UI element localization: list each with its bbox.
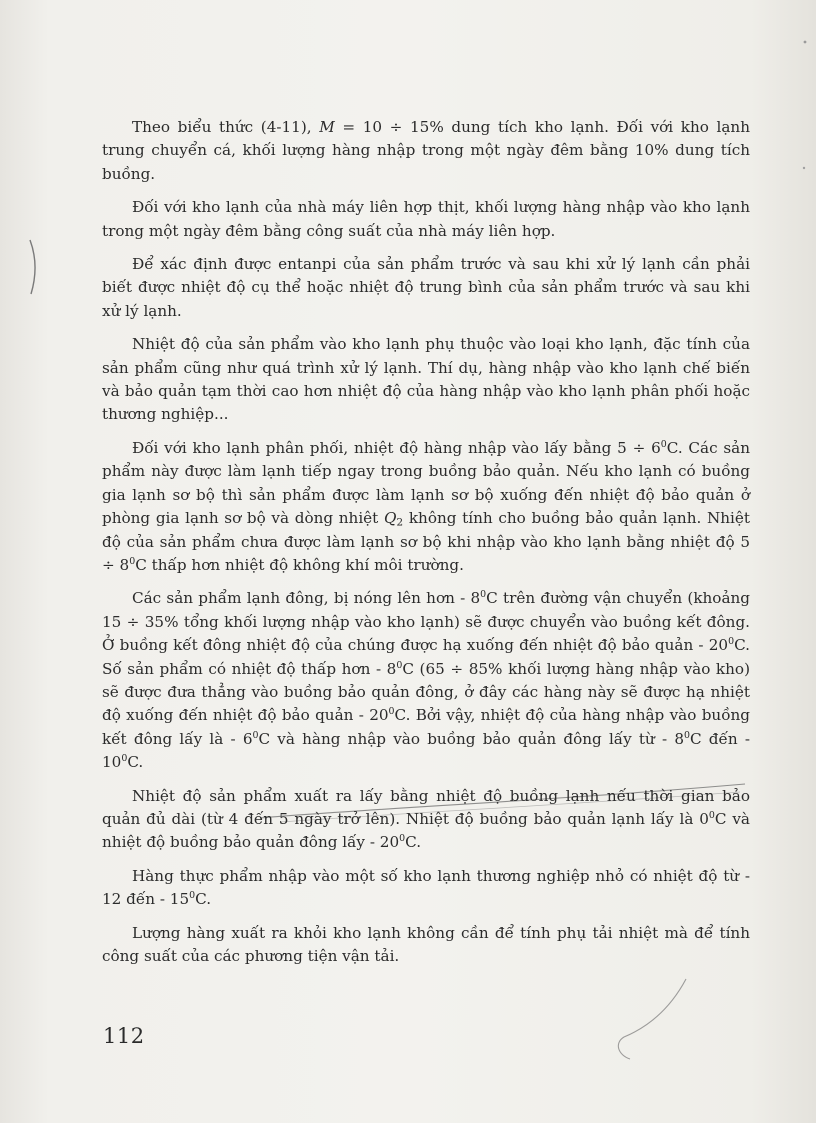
page-number: 112 <box>103 1024 145 1048</box>
text-run: Hàng thực phẩm nhập vào một số kho lạnh thương nghiệp nhỏ có nhiệt độ từ - 12 đến - 15 <box>102 866 750 909</box>
text-run: M <box>319 118 335 136</box>
text-run: C trên đường vận chuyển (khoảng 15 ÷ 35% tổng khối lượng nhập vào kho lạnh) sẽ được chuyển vào buồng kết đông. Ở buồng kết đông nhiệt độ của chúng được hạ xuống đến nhiệt độ bảo quản - 20 <box>102 589 750 655</box>
text-run: Lượng hàng xuất ra khỏi kho lạnh không cần để tính phụ tải nhiệt mà để tính công suất của các phương tiện vận tải. <box>102 923 750 965</box>
paragraph-2 <box>102 196 750 243</box>
text-run: Đối với kho lạnh phân phối, nhiệt độ hàng nhập vào lấy bằng 5 ÷ 6 <box>132 438 661 457</box>
text-run: C (65 ÷ 85% khối lượng hàng nhập vào kho) sẽ được đưa thẳng vào buồng bảo quản đông, ở đây các hàng này sẽ được hạ nhiệt độ xuống đến nhiệt độ bảo quản - 20 <box>102 659 750 725</box>
paragraph-1 <box>102 116 750 186</box>
text-run: C. Bởi vậy, nhiệt độ của hàng nhập vào buồng kết đông lấy là - 6 <box>102 706 750 748</box>
text-run: Đối với kho lạnh của nhà máy liên hợp thịt, khối lượng hàng nhập vào kho lạnh trong một ngày đêm bằng công suất của nhà máy liên hợp. <box>102 198 750 240</box>
text-run: 0 <box>129 555 136 567</box>
text-run: 0 <box>399 833 406 845</box>
text-run: C và nhiệt độ buồng bảo quản đông lấy - 20 <box>102 809 750 852</box>
text-run: 0 <box>396 659 403 671</box>
text-run: 0 <box>683 729 690 741</box>
paragraph-8 <box>102 865 750 912</box>
paragraph-5 <box>102 437 750 577</box>
text-run: C đến - 10 <box>102 729 750 772</box>
paragraph-4 <box>102 333 750 427</box>
paragraph-7 <box>102 785 750 855</box>
text-run: 0 <box>388 706 395 718</box>
text-run: C và hàng nhập vào buồng bảo quản đông lấy từ - 8 <box>258 729 684 748</box>
paragraph-6 <box>102 587 750 774</box>
text-run: C thấp hơn nhiệt độ không khí môi trường. <box>135 555 464 574</box>
pen-stroke-mark <box>590 975 700 1065</box>
text-run: 0 <box>480 589 487 601</box>
paragraph-3 <box>102 253 750 323</box>
text-run: Các sản phẩm lạnh đông, bị nóng lên hơn - 8 <box>132 589 481 608</box>
text-run: Nhiệt độ của sản phẩm vào kho lạnh phụ thuộc vào loại kho lạnh, đặc tính của sản phẩm cũng như quá trình xử lý lạnh. Thí dụ, hàng nhập vào kho lạnh chế biến và bảo quản tạm thời cao hơn nhiệt độ của hàng nhập vào kho lạnh phân phối hoặc thương nghiệp... <box>102 335 750 424</box>
text-run: = 10 ÷ 15% dung tích kho lạnh. Đối với kho lạnh trung chuyển cá, khối lượng hàng nhập trong một ngày đêm bằng 10% dung tích buồng. <box>102 118 750 183</box>
text-run: Theo biểu thức (4-11), <box>132 118 320 136</box>
text-run: C. Số sản phẩm có nhiệt độ thấp hơn - 8 <box>102 636 750 678</box>
text-run: C. Các sản phẩm này được làm lạnh tiếp ngay trong buồng bảo quản. Nếu kho lạnh có buồng gia lạnh sơ bộ thì sản phẩm được làm lạnh sơ bộ xuống đến nhiệt độ bảo quản ở phòng gia lạnh sơ bộ và dòng nhiệt <box>102 438 750 528</box>
body-text <box>102 116 750 978</box>
text-run: 0 <box>728 636 735 647</box>
binding-edge-mark <box>24 238 44 298</box>
paragraph-9 <box>102 922 750 969</box>
text-run: C. <box>405 833 422 852</box>
text-run: 0 <box>189 890 196 902</box>
text-run: 0 <box>708 809 715 821</box>
text-run: 2 <box>396 515 404 529</box>
text-run: 0 <box>252 729 259 741</box>
text-run: Q <box>383 509 397 528</box>
text-run: Nhiệt độ sản phẩm xuất ra lấy bằng nhiệt độ buồng lạnh nếu thời gian bảo quản đủ dài (từ 4 đến 5 ngày trở lên). Nhiệt độ buồng bảo quản lạnh lấy là 0 <box>102 786 750 828</box>
text-run: C. <box>195 890 212 909</box>
text-run: Để xác định được entanpi của sản phẩm trước và sau khi xử lý lạnh cần phải biết được nhiệt độ cụ thể hoặc nhiệt độ trung bình của sản phẩm trước và sau khi xử lý lạnh. <box>102 255 750 320</box>
text-run: 0 <box>121 753 128 765</box>
text-run: C. <box>127 753 144 772</box>
scan-speck <box>800 36 810 176</box>
text-run: 0 <box>660 438 667 450</box>
text-run: không tính cho buồng bảo quản lạnh. Nhiệt độ của sản phẩm chưa được làm lạnh sơ bộ khi nhập vào kho lạnh bằng nhiệt độ 5 ÷ 8 <box>102 509 751 574</box>
